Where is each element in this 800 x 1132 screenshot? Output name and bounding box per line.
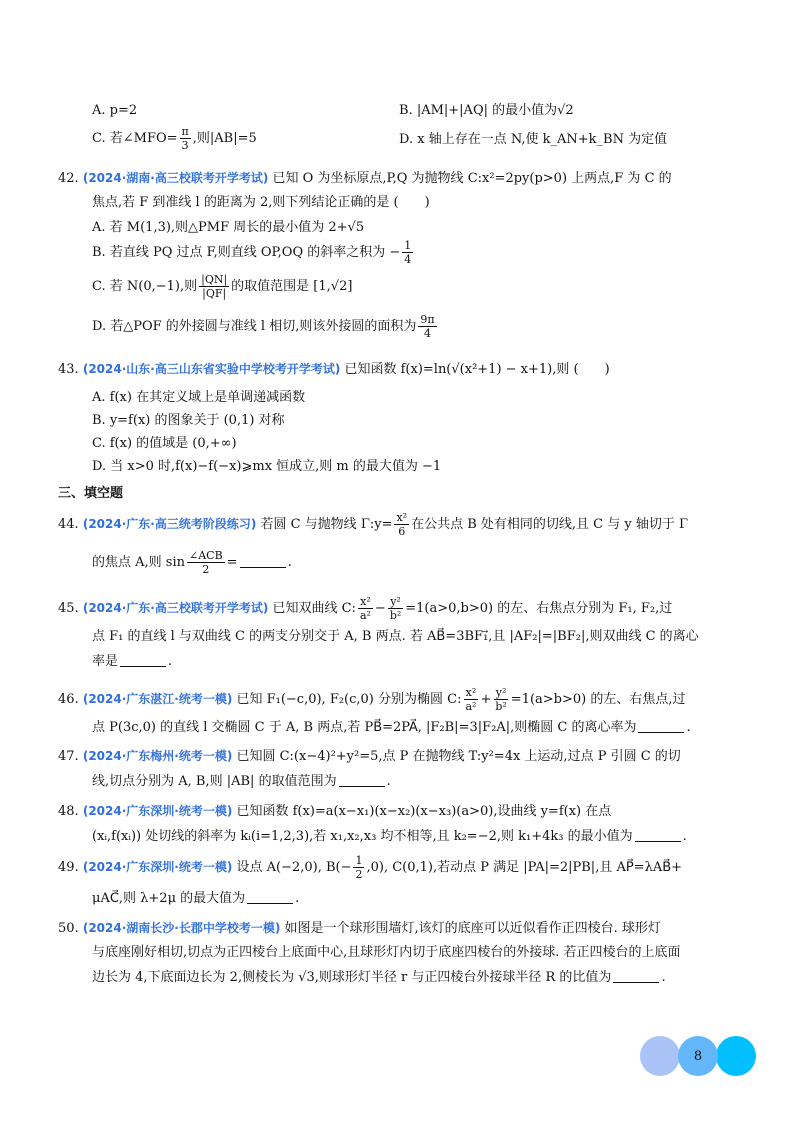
q44-stem2-frac	[187, 550, 225, 575]
q45-number: 45.	[58, 601, 79, 616]
q49-stem2-end: .	[295, 891, 300, 906]
page-number: 8	[693, 1048, 703, 1064]
prev-option-c-post: ,则|AB|=5	[192, 131, 257, 146]
q46-stem2-end: .	[686, 720, 691, 735]
q48-number: 48.	[58, 804, 79, 819]
q43-source: (2024·山东·高三山东省实验中学校考开学考试)	[82, 362, 341, 376]
frac-num: y²	[390, 595, 401, 608]
q43-option-c: C. f(x) 的值域是 (0,+∞)	[92, 436, 237, 451]
q44-stem1-pre: 若圆 C 与抛物线 Γ:y=	[260, 517, 393, 532]
frac-den: 2	[202, 563, 210, 576]
q50-line3	[92, 970, 666, 984]
q49-stem2: μAC⃗,则 λ+2μ 的最大值为	[92, 891, 246, 906]
prev-option-c-frac	[180, 126, 191, 151]
q47-stem1: 已知圆 C:(x−4)²+y²=5,点 P 在抛物线 T:y²=4x 上运动,过点 P 引圆 C 的切	[236, 749, 681, 764]
q43-option-b: B. y=f(x) 的图象关于 (0,1) 对称	[92, 413, 285, 428]
page-number-badge	[640, 1036, 760, 1076]
q50-source: (2024·湖南长沙·长郡中学校考一模)	[82, 921, 281, 935]
answer-blank[interactable]	[247, 891, 293, 904]
q42-option-b	[92, 240, 415, 265]
q49-source: (2024·广东深圳·统考一模)	[82, 860, 233, 874]
q42-option-a: A. 若 M(1,3),则△PMF 周长的最小值为 2+√5	[92, 220, 365, 235]
q49-stem1-pre: 设点 A(−2,0), B(−	[236, 860, 352, 875]
q50-stem2: 与底座刚好相切,切点为正四棱台上底面中心,且球形灯内切于底座四棱台的外接球. 若正四棱台的上底面	[92, 945, 681, 960]
frac-den: a²	[465, 700, 477, 713]
q42-option-d	[92, 314, 439, 339]
q49-line2	[92, 891, 299, 905]
answer-blank[interactable]	[638, 720, 684, 733]
q44-line2	[92, 550, 292, 575]
q47-stem2: 线,切点分别为 A, B,则 |AB| 的取值范围为	[92, 774, 337, 789]
q44-stem2-pre: 的焦点 A,则 sin	[92, 555, 185, 570]
q42-option-c-pre: C. 若 N(0,−1),则	[92, 279, 198, 294]
prev-option-c	[92, 126, 257, 151]
frac-num: 9π	[420, 313, 435, 326]
prev-option-a: A. p=2	[92, 103, 138, 118]
q47-source: (2024·广东梅州·统考一模)	[82, 749, 233, 763]
q47-line1	[58, 750, 681, 763]
q46-stem1-mid: +	[480, 692, 492, 707]
q45-frac-y	[388, 596, 403, 621]
q45-stem1-post: =1(a>0,b>0) 的左、右焦点分别为 F₁, F₂,过	[405, 601, 673, 616]
frac-num: x²	[360, 595, 371, 608]
q44-line1	[58, 512, 688, 537]
q45-stem3-end: .	[168, 654, 173, 669]
prev-option-d: D. x 轴上存在一点 N,使 k_AN+k_BN 为定值	[399, 132, 668, 147]
answer-blank[interactable]	[339, 774, 385, 787]
q42-option-d-pre: D. 若△POF 的外接圆与准线 l 相切,则该外接圆的面积为	[92, 319, 417, 334]
q44-number: 44.	[58, 517, 79, 532]
q45-frac-x	[358, 596, 373, 621]
frac-num: |QN|	[201, 273, 228, 286]
q46-stem1-post: =1(a>b>0) 的左、右焦点,过	[510, 692, 686, 707]
q43-line1	[58, 363, 610, 376]
q49-line1	[58, 855, 682, 880]
q46-number: 46.	[58, 692, 79, 707]
q45-line1	[58, 596, 672, 621]
q42-option-b-pre: B. 若直线 PQ 过点 F,则直线 OP,OQ 的斜率之积为 −	[92, 245, 401, 260]
q48-source: (2024·广东深圳·统考一模)	[82, 804, 233, 818]
frac-num: π	[181, 125, 189, 138]
q50-stem3-end: .	[661, 970, 666, 985]
frac-num: 1	[355, 854, 363, 867]
q45-stem1-pre: 已知双曲线 C:	[272, 601, 356, 616]
q42-number: 42.	[58, 171, 79, 186]
frac-num: x²	[465, 686, 477, 699]
q48-line2	[92, 829, 687, 843]
q45-line3	[92, 654, 172, 668]
q44-stem1-post: 在公共点 B 处有相同的切线,且 C 与 y 轴切于 Γ	[411, 517, 689, 532]
q45-stem1-mid: −	[374, 601, 386, 616]
q42-option-c-post: 的取值范围是 [1,√2]	[231, 279, 353, 294]
q45-stem2: 点 F₁ 的直线 l 与双曲线 C 的两支分别交于 A, B 两点. 若 AB⃗=3BF₁⃗,且 |AF₂|=|BF₂|,则双曲线 C 的离心	[92, 629, 699, 644]
prev-option-c-pre: C. 若∠MFO=	[92, 131, 178, 146]
q47-number: 47.	[58, 749, 79, 764]
q48-stem1: 已知函数 f(x)=a(x−x₁)(x−x₂)(x−x₃)(a>0),设曲线 y=f(x) 在点	[236, 804, 612, 819]
q43-stem: 已知函数 f(x)=ln(√(x²+1) − x+1),则 ( )	[344, 362, 610, 377]
q49-number: 49.	[58, 860, 79, 875]
q42-option-b-frac	[402, 240, 413, 265]
q48-stem2: (xᵢ,f(xᵢ)) 处切线的斜率为 kᵢ(i=1,2,3),若 x₁,x₂,x₃ 均不相等,且 k₂=−2,则 k₁+4k₃ 的最小值为	[92, 829, 633, 844]
q45-source: (2024·广东·高三校联考开学考试)	[82, 601, 269, 615]
frac-den: 6	[398, 525, 406, 538]
q50-stem1: 如图是一个球形围墙灯,该灯的底座可以近似看作正四棱台. 球形灯	[284, 921, 661, 936]
q43-option-d: D. 当 x>0 时,f(x)−f(−x)⩾mx 恒成立,则 m 的最大值为 −1	[92, 459, 442, 474]
q42-source: (2024·湖南·高三校联考开学考试)	[82, 171, 269, 185]
q42-option-c	[92, 274, 352, 299]
q44-stem2-post: =	[226, 555, 238, 570]
q44-stem1-frac	[394, 512, 409, 537]
answer-blank[interactable]	[120, 654, 166, 667]
q50-line1	[58, 922, 661, 935]
frac-den: 3	[181, 139, 189, 152]
q42-line1	[58, 172, 672, 185]
q46-stem1-pre: 已知 F₁(−c,0), F₂(c,0) 分别为椭圆 C:	[236, 692, 462, 707]
q47-line2	[92, 774, 391, 788]
q48-stem2-end: .	[682, 829, 687, 844]
q50-number: 50.	[58, 921, 79, 936]
frac-den: a²	[359, 609, 371, 622]
frac-den: b²	[495, 700, 507, 713]
q43-number: 43.	[58, 362, 79, 377]
frac-den: 4	[423, 327, 431, 340]
q44-stem2-end: .	[287, 555, 292, 570]
q44-source: (2024·广东·高三统考阶段练习)	[82, 517, 257, 531]
frac-den: 2	[355, 868, 363, 881]
q45-stem3: 率是	[92, 654, 119, 669]
q46-source: (2024·广东湛江·统考一模)	[82, 692, 233, 706]
answer-blank[interactable]	[635, 829, 681, 842]
frac-den: |QF|	[202, 287, 227, 300]
frac-den: b²	[389, 609, 402, 622]
frac-num: y²	[495, 686, 507, 699]
page-number-circle	[678, 1036, 718, 1076]
q43-option-a: A. f(x) 在其定义域上是单调递减函数	[92, 390, 306, 405]
prev-option-b: B. |AM|+|AQ| 的最小值为√2	[399, 103, 574, 118]
decor-circle-left	[640, 1036, 680, 1076]
frac-num: 1	[404, 239, 412, 252]
frac-num: ∠ACB	[189, 549, 223, 562]
answer-blank[interactable]	[240, 555, 286, 568]
q46-frac-x	[463, 687, 478, 712]
frac-num: x²	[396, 511, 408, 524]
q49-frac	[353, 855, 364, 880]
q42-stem2: 焦点,若 F 到准线 l 的距离为 2,则下列结论正确的是 ( )	[92, 195, 430, 210]
section-title-fill-in: 三、填空题	[58, 486, 124, 501]
frac-den: 4	[404, 253, 412, 266]
q48-line1	[58, 805, 611, 818]
q47-stem2-end: .	[386, 774, 391, 789]
q49-stem1-post: ,0), C(0,1),若动点 P 满足 |PA|=2|PB|,且 AP⃗=λAB⃗+	[366, 860, 683, 875]
q46-stem2: 点 P(3c,0) 的直线 l 交椭圆 C 于 A, B 两点,若 PB⃗=2PA⃗, |F₂B|=3|F₂A|,则椭圆 C 的离心率为	[92, 720, 637, 735]
q42-option-d-frac	[418, 314, 436, 339]
q46-line2	[92, 720, 691, 734]
decor-circle-right	[716, 1036, 756, 1076]
q50-stem3: 边长为 4,下底面边长为 2,侧棱长为 √3,则球形灯半径 r 与正四棱台外接球半径 R 的比值为	[92, 970, 612, 985]
q46-frac-y	[493, 687, 508, 712]
q46-line1	[58, 687, 686, 712]
answer-blank[interactable]	[613, 970, 659, 983]
q42-stem1: 已知 O 为坐标原点,P,Q 为抛物线 C:x²=2py(p>0) 上两点,F 为 C 的	[272, 171, 672, 186]
q42-option-c-frac	[199, 274, 229, 299]
